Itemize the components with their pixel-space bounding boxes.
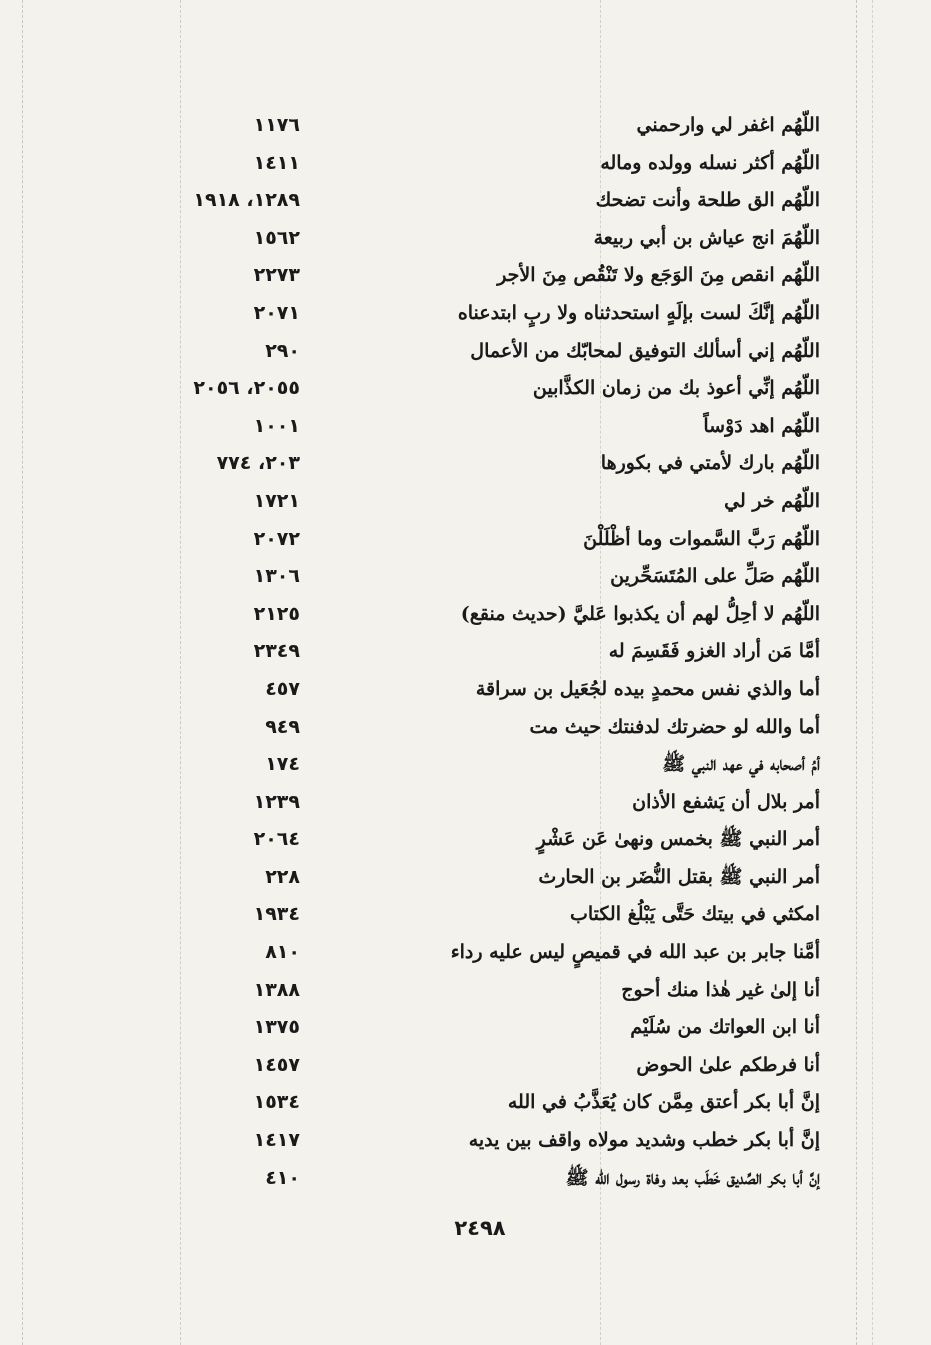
- entry-ref-number: ٢١٢٥: [253, 602, 300, 625]
- index-entry: [140, 596, 830, 634]
- index-entry: [140, 257, 830, 295]
- entry-ref-number: ١٠٠١: [253, 414, 300, 437]
- entry-ref-number: ٢٠٦٤: [253, 828, 300, 851]
- index-entry: [140, 709, 830, 747]
- entry-ref-number: ١٤٥٧: [253, 1053, 300, 1076]
- entry-text: اللّهُم اغفر لي وارحمني: [636, 114, 820, 136]
- entry-text: اللّهُم أكثر نسله وولده وماله: [600, 151, 820, 174]
- entry-ref-number: ١٤١١: [253, 151, 300, 174]
- entry-text: أمَّنا جابر بن عبد الله في قميصٍ ليس عليه رداء: [450, 941, 820, 964]
- entry-ref-number: ٢٠٧١: [253, 301, 300, 324]
- entry-text: اللّهُمَ انج عياش بن أبي ربيعة: [593, 226, 820, 249]
- index-entry: [140, 558, 830, 596]
- index-entry: [140, 972, 830, 1010]
- index-entry: [140, 784, 830, 822]
- entry-ref-number: ٢٢٧٣: [253, 264, 300, 287]
- entry-text: إنَّ أبا بكر خطب وشديد مولاه واقف بين يديه: [468, 1129, 820, 1152]
- entry-ref-number: ١٣٠٦: [253, 565, 300, 588]
- index-entry: [140, 633, 830, 671]
- entry-text: اللّهُم إني أسألك التوفيق لمحابّك من الأعمال: [470, 339, 820, 362]
- entry-ref-number: ١٢٨٩، ١٩١٨: [193, 189, 300, 212]
- entry-ref-number: ٢٣٤٩: [253, 640, 300, 663]
- index-entry: [140, 370, 830, 408]
- index-entry: [140, 1122, 830, 1160]
- margin-line: [856, 0, 857, 1345]
- margin-line: [22, 0, 23, 1345]
- entry-ref-number: ١٥٦٢: [253, 226, 300, 249]
- entry-text: أمر النبي ﷺ بخمس ونهىٰ عَن عَشْرٍ: [536, 828, 820, 851]
- entry-text: اللّهُم إنِّي أعوذ بك من زمان الكذَّابين: [532, 377, 820, 400]
- entry-ref-number: ٢٢٨: [265, 865, 300, 888]
- entry-text: أما والذي نفس محمدٍ بيده لجُعَيل بن سراقة: [475, 677, 820, 700]
- index-entry: [140, 145, 830, 183]
- entry-ref-number: ٢٠٧٢: [253, 527, 300, 550]
- entry-text: أمَّا مَن أراد الغزو فَقَسِمَ له: [608, 640, 820, 663]
- index-entry: [140, 1084, 830, 1122]
- margin-line: [872, 0, 873, 1345]
- index-entry: [140, 859, 830, 897]
- entry-text: أمر النبي ﷺ بقتل النُّضَر بن الحارث: [538, 865, 820, 888]
- entry-ref-number: ١٩٣٤: [253, 903, 300, 926]
- entry-text: إنَّ أبا بكر أعتق مِمَّن كان يُعَذَّبُ في الله: [507, 1091, 820, 1114]
- entry-ref-number: ١٥٣٤: [253, 1091, 300, 1114]
- entry-ref-number: ٤١٠: [265, 1166, 300, 1189]
- index-entry: [140, 295, 830, 333]
- index-entry: [140, 934, 830, 972]
- entry-ref-number: ٢٠٥٥، ٢٠٥٦: [193, 377, 300, 400]
- index-entry: [140, 220, 830, 258]
- entry-ref-number: ٩٤٩: [265, 715, 300, 738]
- entry-text: إنَّ أبا بكر الصِّديق خَطَب بعد وفاة رسول الله ﷺ: [565, 1166, 820, 1189]
- entry-text: أنا إلىٰ غير هٰذا منك أحوج: [621, 978, 820, 1001]
- entry-text: اللّهُم خر لي: [724, 489, 820, 512]
- entry-text: اللّهُم انقص مِنَ الوَجَع ولا تَنْقُص مِنَ الأجر: [497, 264, 820, 287]
- entry-ref-number: ١٣٧٥: [253, 1016, 300, 1039]
- index-entry: [140, 746, 830, 784]
- entry-ref-number: ١٣٨٨: [253, 978, 300, 1001]
- entry-text: اللّهُم الق طلحة وأنت تضحك: [595, 189, 820, 212]
- entry-ref-number: ١٢٣٩: [253, 790, 300, 813]
- page-number: ٢٤٩٨: [454, 1216, 506, 1240]
- hadith-index-list: [140, 107, 830, 1197]
- index-entry: [140, 1160, 830, 1198]
- index-entry: [140, 333, 830, 371]
- entry-text: امكثي في بيتك حَتَّى يَبْلُغ الكتاب: [570, 903, 820, 926]
- entry-ref-number: ٤٥٧: [265, 677, 300, 700]
- index-entry: [140, 1047, 830, 1085]
- entry-text: اللّهُم لا أحِلُّ لهم أن يكذبوا عَليَّ (حديث منقع): [460, 602, 820, 625]
- index-entry: [140, 1009, 830, 1047]
- entry-text: أمُ أصحابه في عهد النبي ﷺ: [662, 753, 820, 776]
- entry-text: أمر بلال أن يَشفع الأذان: [632, 790, 820, 813]
- index-entry: [140, 521, 830, 559]
- index-entry: [140, 445, 830, 483]
- index-entry: [140, 671, 830, 709]
- index-entry: [140, 821, 830, 859]
- index-entry: [140, 107, 830, 145]
- entry-ref-number: ٨١٠: [265, 941, 300, 964]
- entry-text: اللّهُم صَلِّ على المُتَسَحِّرين: [610, 565, 820, 588]
- entry-ref-number: ١١٧٦: [253, 114, 300, 136]
- index-entry: [140, 896, 830, 934]
- entry-ref-number: ١٤١٧: [253, 1129, 300, 1152]
- entry-ref-number: ١٧٢١: [253, 489, 300, 512]
- entry-text: اللّهُم بارك لأمتي في بكورها: [600, 452, 820, 475]
- index-entry: [140, 408, 830, 446]
- entry-text: أنا فرطكم علىٰ الحوض: [636, 1053, 820, 1076]
- entry-text: اللّهُم إنَّكَ لست بإلَهٍ استحدثناه ولا ربٍ ابتدعناه: [457, 301, 820, 324]
- entry-ref-number: ١٧٤: [265, 753, 300, 776]
- entry-text: اللّهُم رَبَّ السَّموات وما أظْلَلْنَ: [583, 527, 820, 550]
- entry-text: أما والله لو حضرتك لدفنتك حيث مت: [529, 715, 820, 738]
- index-entry: [140, 483, 830, 521]
- entry-text: أنا ابن العواتك من سُلَيْم: [630, 1016, 820, 1039]
- index-entry: [140, 182, 830, 220]
- entry-ref-number: ٢٠٣، ٧٧٤: [216, 452, 300, 475]
- entry-text: اللّهُم اهد دَوْساً: [703, 414, 820, 437]
- entry-ref-number: ٢٩٠: [265, 339, 300, 362]
